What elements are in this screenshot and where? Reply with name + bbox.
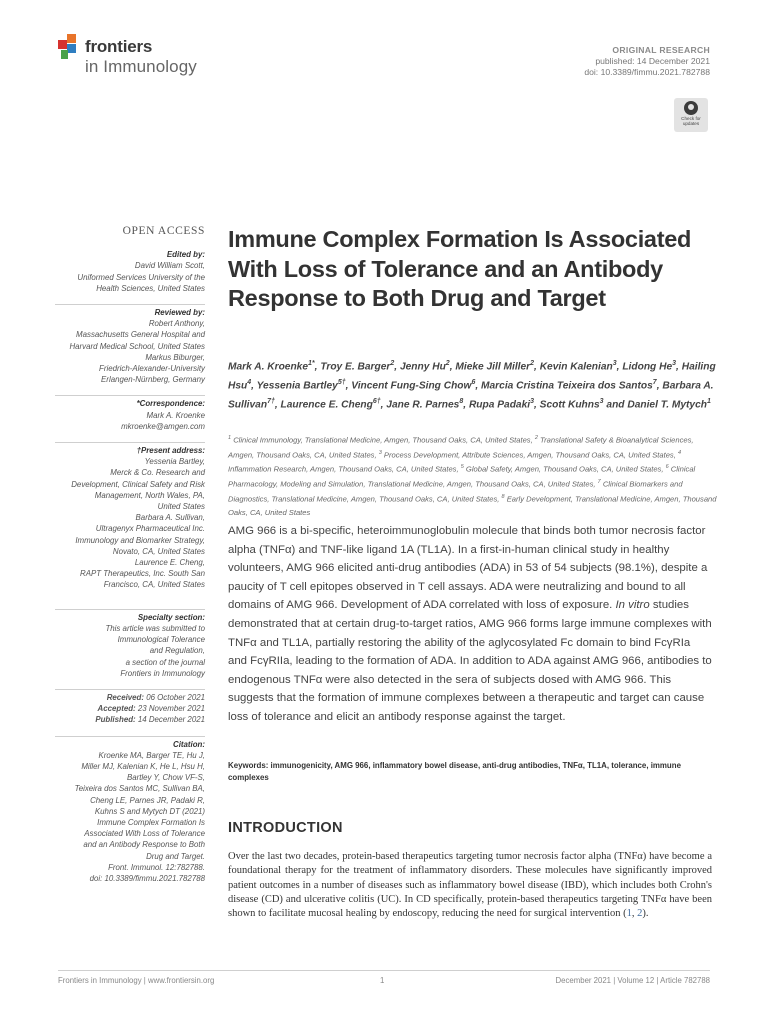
- author-affiliation-marker: 2: [530, 360, 535, 367]
- check-updates-text: Check for updates: [681, 116, 701, 126]
- author-affiliation-marker: 4: [247, 378, 252, 386]
- abstract-text: studies demonstrated that at certain drug-to-target ratios, AMG 966 forms large immune complexes with TNFα and TL1A, partially restoring the ability of the aglycosylated Fc domain to bind FcγRIa and FcγRIIa, leading to the formation of ADA. In addition to ADA against AMG 966, antibodies to endogenous TNFα were also detected in the sera of subjects dosed with AMG 966. This suggests that the formation of immune complexes between a therapeutic and target can cause loss of tolerance and elicit an antibody response against the target.: [228, 599, 712, 723]
- article-title: Immune Complex Formation Is Associated With Loss of Tolerance and an Antibody Response to Both Drug and Target: [228, 226, 692, 311]
- author-name[interactable]: Rupa Padaki: [468, 398, 531, 410]
- abstract-text: In vitro: [615, 599, 650, 612]
- affiliations: [228, 432, 718, 519]
- keywords-list: immunogenicity, AMG 966, inflammatory bowel disease, anti-drug antibodies, TNFα, TL1A, tolerance, immune complexes: [228, 761, 681, 783]
- author-name[interactable]: Jane R. Parnes: [386, 398, 460, 410]
- affiliation-text: Translational Safety & Bioanalytical Sciences, Amgen, Thousand Oaks, CA, United States,: [228, 435, 694, 460]
- sidebar-line: Novato, CA, United States: [112, 546, 205, 556]
- sidebar-line: Immune Complex Formation Is: [97, 817, 205, 827]
- author-affiliation-marker: 2: [445, 360, 450, 367]
- sidebar-line: RAPT Therapeutics, Inc. South San: [80, 569, 205, 579]
- affiliation-text: Clinical Immunology, Translational Medicine, Amgen, Thousand Oaks, CA, United States,: [233, 435, 533, 445]
- author-name[interactable]: Scott Kuhns: [539, 398, 600, 410]
- sidebar-line: Markus Biburger,: [145, 352, 205, 362]
- sidebar-line: doi: 10.3389/fimmu.2021.782788: [89, 873, 205, 883]
- author-name[interactable]: Vincent Fung-Sing Chow: [351, 380, 472, 392]
- sidebar-line: Drug and Target.: [146, 851, 205, 861]
- author-name[interactable]: Laurence E. Cheng: [280, 398, 373, 410]
- sidebar-line: Kuhns S and Mytych DT (2021): [94, 806, 205, 816]
- author-affiliation-marker: 3: [612, 360, 617, 367]
- sidebar-line: Health Sciences, United States: [96, 283, 205, 293]
- author-name[interactable]: Kevin Kalenian: [539, 361, 613, 373]
- divider: [55, 736, 205, 737]
- abstract: [228, 522, 712, 727]
- sidebar-line: Merck & Co. Research and: [110, 468, 205, 478]
- sidebar-line: Front. Immunol. 12:782788.: [108, 862, 205, 872]
- sidebar-line: Development, Clinical Safety and Risk: [71, 479, 205, 489]
- author-affiliation-marker: 3: [599, 397, 604, 405]
- sidebar-line: Francisco, CA, United States: [103, 580, 205, 590]
- author-affiliation-marker: 2: [390, 360, 395, 367]
- sidebar-line: Associated With Loss of Tolerance: [84, 829, 205, 839]
- sidebar-line: David William Scott,: [134, 261, 205, 271]
- sidebar-line: Uniformed Services University of the: [77, 272, 205, 282]
- sidebar-line: Mark A. Kroenke: [146, 410, 205, 420]
- author-affiliation-marker: 6†: [372, 397, 381, 405]
- reference-link[interactable]: 2: [637, 908, 643, 920]
- author-affiliation-marker: 5†: [337, 378, 346, 386]
- divider: [55, 609, 205, 610]
- reference-link[interactable]: 1: [626, 908, 632, 920]
- author-name[interactable]: Marcia Cristina Teixeira dos Santos: [481, 380, 653, 392]
- author-affiliation-marker: 3: [530, 397, 534, 405]
- sidebar-line: Barbara A. Sullivan,: [135, 513, 205, 523]
- affiliation-text: Process Development, Attribute Sciences, Amgen, Thousand Oaks, CA, United States,: [383, 450, 676, 460]
- sidebar-line: United States: [157, 502, 205, 512]
- sidebar-line: Ultragenyx Pharmaceutical Inc.: [95, 524, 205, 534]
- author-name[interactable]: Daniel T. Mytych: [627, 398, 707, 410]
- affiliation-text: Inflammation Research, Amgen, Thousand Oaks, CA, United States,: [228, 465, 459, 474]
- present-address: †Present address: Yessenia Bartley, Merck & Co. Research and Development, Clinical Safety and Risk Management, North Wales, PA, United States Barbara A. Sullivan, Ultragenyx Pharmaceutical Inc. Immunology and Biomarker Strategy, Novato, CA, United States Laurence E. Cheng, RAPT Therapeutics, Inc. South San Francisco, CA, United States: [55, 445, 205, 591]
- sidebar-line: This article was submitted to: [105, 623, 205, 633]
- sidebar-line: Erlangen-Nürnberg, Germany: [101, 375, 205, 385]
- affiliation-number: 2: [534, 435, 538, 441]
- author-name[interactable]: Lidong He: [622, 361, 673, 373]
- author-name[interactable]: Barbara A. Sullivan: [228, 380, 714, 410]
- published-date: published: 14 December 2021: [595, 56, 710, 66]
- introduction-paragraph: Over the last two decades, protein-based therapeutics targeting tumor necrosis factor alpha (TNFα) have become a foundational therapy for the treatment of inflammatory disorders. These molecules have significantly improved patient outcomes in a number of diseases such as inflammatory bowel disease (IBD), which includes both Crohn's disease (CD) and ulcerative colitis (UC). In CD specifically, protein-based therapeutics targeting TNFα have been shown to facilitate mucosal healing by endoscopy, reducing the need for surgical intervention (1, 2).: [228, 851, 712, 920]
- logo-name: frontiers: [85, 37, 153, 56]
- sidebar-line: Robert Anthony,: [148, 319, 205, 329]
- sidebar-line: and Regulation,: [149, 646, 205, 656]
- author-list: Mark A. Kroenke$^{1*}$, Troy E. Barger$^2$, Jenny Hu$^2$, Mieke Jill Miller$^2$, Kevin Kalenian$^3$, Lidong He$^3$, Hailing Hsu$^4$, Yessenia Bartley$^{5\dagger}$, Vincent Fung-Sing Chow$^6$, Marcia Cristina Teixeira dos Santos$^7$, Barbara A. Sullivan$^{7\dagger}$, Laurence E. Cheng$^{6\dagger}$, Jane R. Parnes$^8$, Rupa Padaki$^3$, Scott Kuhns$^3$ and Daniel T. Mytych$^1$: [228, 360, 716, 410]
- affiliation-number: 5: [460, 464, 464, 471]
- doi[interactable]: doi: 10.3389/fimmu.2021.782788: [584, 67, 710, 77]
- dates: Received: 06 October 2021 Accepted: 23 November 2021 Published: 14 December 2021: [95, 692, 205, 725]
- sidebar-line: Cheng LE, Parnes JR, Padaki R,: [90, 795, 205, 805]
- article-meta: [584, 45, 710, 78]
- specialty-section: Specialty section: This article was submitted to Immunological Tolerance and Regulation, a section of the journal Frontiers in Immunology: [55, 612, 205, 679]
- sidebar-line: Miller MJ, Kalenian K, He L, Hsu H,: [81, 761, 205, 771]
- affiliation-number: 6: [665, 464, 669, 471]
- sidebar-line: and an Antibody Response to Both: [83, 840, 205, 850]
- logo-journal: in Immunology: [85, 57, 197, 76]
- article-sidebar: [55, 226, 205, 894]
- sidebar-line: mkroenke@amgen.com: [121, 421, 205, 431]
- reviewed-by: Reviewed by: Robert Anthony, Massachusetts General Hospital and Harvard Medical School, United States Markus Biburger, Friedrich-Alexander-University Erlangen-Nürnberg, Germany: [55, 307, 205, 385]
- article-type: ORIGINAL RESEARCH: [612, 45, 710, 55]
- affiliation-number: 7: [597, 479, 601, 486]
- edited-by: Edited by: David William Scott, Uniformed Services University of the Health Sciences, United States: [55, 249, 205, 294]
- sidebar-line: Yessenia Bartley,: [144, 457, 205, 467]
- sidebar-line: Immunology and Biomarker Strategy,: [75, 535, 205, 545]
- frontiers-logo-icon: [58, 34, 82, 60]
- author-affiliation-marker: 3: [672, 360, 677, 367]
- author-affiliation-marker: 7: [652, 378, 657, 386]
- section-heading-introduction: INTRODUCTION: [228, 820, 343, 836]
- affiliation-number: 1: [228, 435, 232, 441]
- footer-divider: [58, 970, 710, 971]
- affiliation-text: Clinical Biomarkers and Diagnostics, Translational Medicine, Amgen, Thousand Oaks, CA, United States,: [228, 479, 683, 504]
- author-affiliation-marker: 6: [471, 378, 476, 386]
- divider: [55, 442, 205, 443]
- sidebar-line: Massachusetts General Hospital and: [76, 330, 205, 340]
- author-name[interactable]: Hailing Hsu: [228, 361, 716, 392]
- citation: Citation: Kroenke MA, Barger TE, Hu J, Miller MJ, Kalenian K, He L, Hsu H, Bartley Y, Chow VF-S, Teixeira dos Santos MC, Sullivan BA, Cheng LE, Parnes JR, Padaki R, Kuhns S and Mytych DT (2021) Immune Complex Formation Is Associated With Loss of Tolerance and an Antibody Response to Both Drug and Target. Front. Immunol. 12:782788. doi: 10.3389/fimmu.2021.782788: [55, 739, 205, 885]
- abstract-text: AMG 966 is a bi-specific, heteroimmunoglobulin molecule that binds both tumor necrosis factor alpha (TNFα) and TNF-like ligand 1A (TL1A). In a first-in-human clinical study in healthy volunteers, AMG 966 elicited anti-drug antibodies (ADA) in 53 of 54 subjects (98.1%), despite a paucity of T cell epitopes observed in T cell assays. ADA were neutralizing and bound to all domains of AMG 966. Development of ADA correlated with loss of exposure.: [228, 525, 708, 612]
- sidebar-line: Kroenke MA, Barger TE, Hu J,: [98, 750, 205, 760]
- author-name[interactable]: Mieke Jill Miller: [455, 361, 531, 373]
- author-affiliation-marker: 7†: [267, 397, 275, 405]
- check-updates-icon: [684, 101, 698, 115]
- check-for-updates-badge[interactable]: [674, 98, 708, 132]
- sidebar-line: Harvard Medical School, United States: [69, 341, 205, 351]
- affiliation-number: 8: [501, 493, 505, 500]
- sidebar-line: Laurence E. Cheng,: [134, 558, 205, 568]
- sidebar-line: Bartley Y, Chow VF-S,: [126, 773, 205, 783]
- correspondence: *Correspondence: Mark A. Kroenke mkroenke@amgen.com: [55, 398, 205, 432]
- author-affiliation-marker: 1: [707, 397, 711, 405]
- author-name[interactable]: Jenny Hu: [399, 361, 446, 373]
- affiliation-text: Early Development, Translational Medicine, Amgen, Thousand Oaks, CA, United States: [228, 494, 717, 517]
- keywords: [228, 760, 712, 785]
- affiliation-text: Clinical Pharmacology, Modeling and Simulation, Translational Medicine, Amgen, Thousand Oaks, CA, United States,: [228, 465, 696, 489]
- keywords-label: Keywords:: [228, 761, 269, 770]
- sidebar-line: Immunological Tolerance: [117, 635, 205, 645]
- sidebar-line: Teixeira dos Santos MC, Sullivan BA,: [74, 784, 205, 794]
- page-number: 1: [380, 976, 385, 985]
- sidebar-line: Frontiers in Immunology: [120, 668, 205, 678]
- journal-logo[interactable]: [58, 34, 228, 80]
- affiliation-number: 4: [677, 449, 682, 456]
- divider: [55, 395, 205, 396]
- divider: [55, 304, 205, 305]
- divider: [55, 689, 205, 690]
- author-name[interactable]: Troy E. Barger: [320, 361, 391, 373]
- sidebar-line: Friedrich-Alexander-University: [99, 364, 205, 374]
- footer-journal-link[interactable]: Frontiers in Immunology | www.frontiersin.org: [58, 976, 215, 985]
- footer-issue-info: December 2021 | Volume 12 | Article 782788: [555, 976, 710, 985]
- sidebar-line: Management, North Wales, PA,: [94, 490, 205, 500]
- open-access-label: OPEN ACCESS: [122, 225, 205, 237]
- author-affiliation-marker: 1*: [308, 360, 315, 367]
- author-name[interactable]: Yessenia Bartley: [256, 380, 338, 392]
- author-affiliation-marker: 8: [459, 397, 464, 405]
- author-name[interactable]: Mark A. Kroenke: [228, 361, 309, 373]
- sidebar-line: a section of the journal: [125, 657, 205, 667]
- affiliation-text: Global Safety, Amgen, Thousand Oaks, CA, United States,: [465, 465, 664, 474]
- affiliation-number: 3: [378, 449, 382, 456]
